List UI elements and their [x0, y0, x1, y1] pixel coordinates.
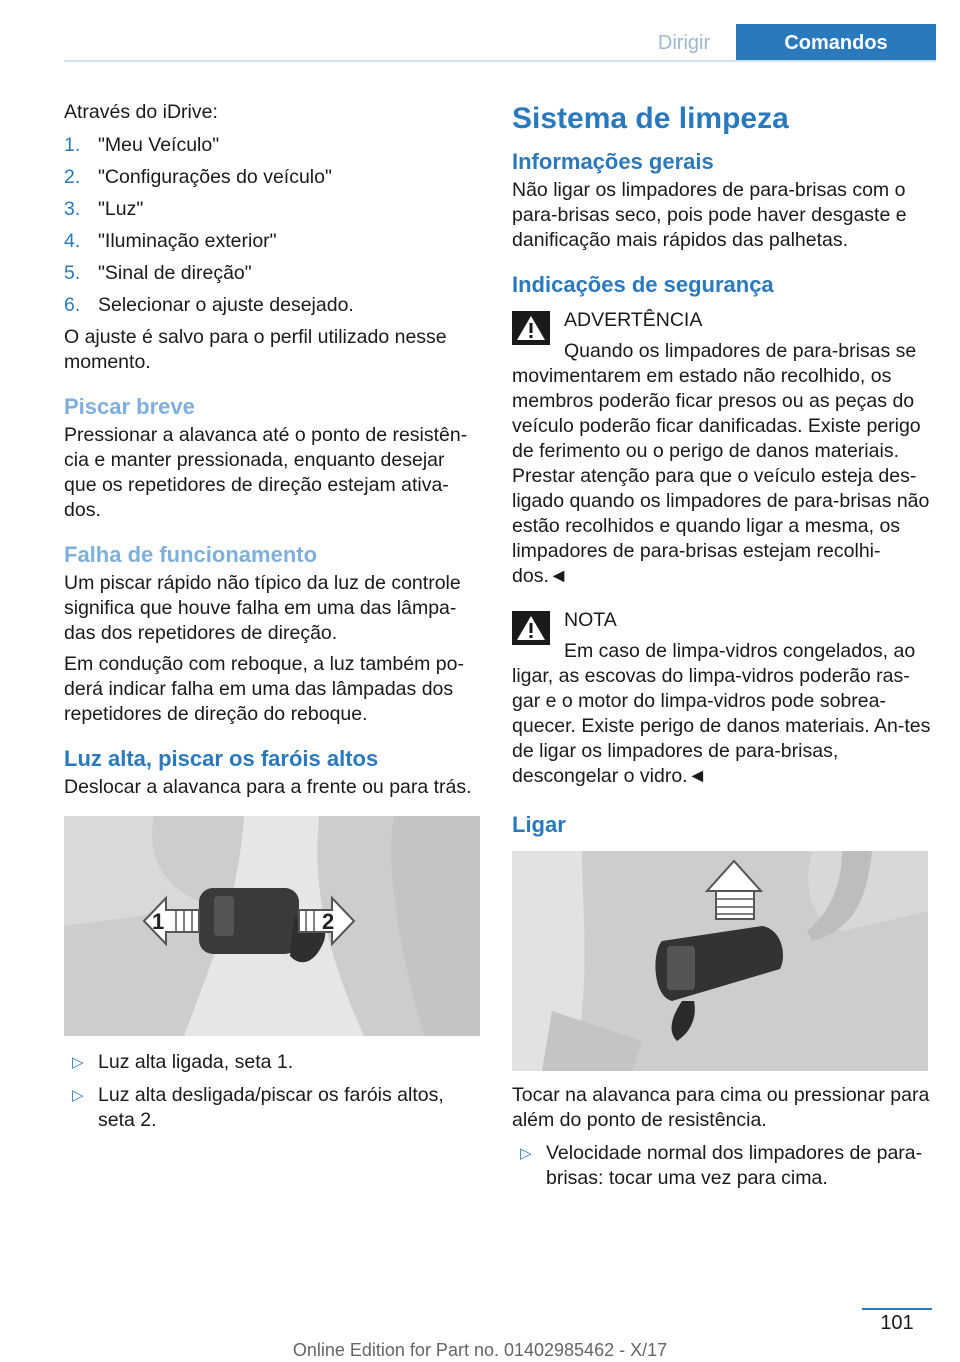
falha-text-2: Em condução com reboque, a luz também po-derá indicar falha em uma das lâmpadas dos repetidores de direção do reboque.: [64, 653, 464, 725]
wiper-lever-illustration: [512, 851, 928, 1071]
high-beam-lever-figure: [64, 816, 480, 1036]
triangle-bullet-icon: ▷: [520, 1145, 532, 1162]
step-number: 4.: [64, 230, 81, 252]
left-column: [64, 100, 482, 1141]
falha-text-1: Um piscar rápido não típico da luz de controle significa que houve falha em uma das lâmpa-das dos repetidores de direção.: [64, 572, 461, 644]
bullet-item: [512, 1141, 932, 1191]
step-item: [64, 225, 482, 257]
bullet-text: Luz alta ligada, seta 1.: [98, 1051, 294, 1073]
section-title: Sistema de limpeza: [512, 102, 789, 135]
piscar-text: Pressionar a alavanca até o ponto de resistên-cia e manter pressionada, enquanto desejar que os repetidores de direção estejam ativa-dos.: [64, 424, 468, 521]
header-chapter-tab: Comandos: [736, 24, 936, 62]
note-text-first: Em caso de limpa-vidros congelados, ao: [564, 640, 916, 662]
step-text: "Configurações do veículo": [98, 166, 332, 188]
right-column: [512, 100, 932, 1199]
step-number: 6.: [64, 294, 81, 316]
wiper-lever-figure: [512, 851, 928, 1071]
step-number: 1.: [64, 134, 81, 156]
step-text: "Luz": [98, 198, 144, 220]
step-number: 2.: [64, 166, 81, 188]
step-text: "Meu Veículo": [98, 134, 220, 156]
idrive-intro: Através do iDrive:: [64, 101, 218, 123]
warning-title: ADVERTÊNCIA: [564, 309, 703, 331]
step-number: 3.: [64, 198, 81, 220]
step-number: 5.: [64, 262, 81, 284]
luz-alta-heading: Luz alta, piscar os faróis altos: [64, 746, 379, 771]
step-item: [64, 257, 482, 289]
page-number: 101: [880, 1312, 914, 1334]
ligar-bullets: [512, 1141, 932, 1191]
step-text: "Sinal de direção": [98, 262, 252, 284]
info-text: Não ligar os limpadores de para-brisas com o para-brisas seco, pois pode haver desgaste e danificação mais rápidos das palhetas.: [512, 179, 907, 251]
safety-heading: Indicações de segurança: [512, 272, 774, 297]
note-triangle-icon: [512, 611, 550, 645]
bullet-text: Luz alta desligada/piscar os faróis altos, seta 2.: [98, 1084, 444, 1131]
note-block: [512, 605, 932, 789]
page-number-rule: [862, 1308, 932, 1310]
ligar-heading: Ligar: [512, 812, 566, 837]
falha-heading: Falha de funcionamento: [64, 542, 318, 567]
step-item: [64, 129, 482, 161]
arrow-label-2: 2: [322, 909, 335, 934]
triangle-bullet-icon: ▷: [72, 1054, 84, 1071]
note-title: NOTA: [564, 609, 617, 631]
step-item: [64, 193, 482, 225]
step-text: Selecionar o ajuste desejado.: [98, 294, 354, 316]
step-item: [64, 289, 482, 321]
triangle-bullet-icon: ▷: [72, 1087, 84, 1104]
warning-text-first: Quando os limpadores de para-brisas se: [564, 340, 917, 362]
arrow-label-1: 1: [152, 909, 165, 934]
warning-triangle-icon: [512, 311, 550, 345]
info-heading: Informações gerais: [512, 149, 714, 174]
header-section: Dirigir: [657, 32, 711, 54]
edition-note: Online Edition for Part no. 01402985462 - X/17: [292, 1340, 668, 1360]
high-beam-bullets: [64, 1050, 482, 1133]
idrive-steps-list: [64, 129, 482, 321]
note-text: ligar, as escovas do limpa-vidros poderão ras-gar e o motor do limpa-vidros pode sobrea-quecer. Existe perigo de danos materiais. An-tes de ligar os limpadores de para-brisas, descongelar o vidro.◄: [512, 665, 931, 787]
saved-note: O ajuste é salvo para o perfil utilizado nesse momento.: [64, 326, 447, 373]
luz-alta-text: Deslocar a alavanca para a frente ou para trás.: [64, 776, 472, 798]
bullet-item: [64, 1050, 482, 1075]
high-beam-lever-illustration: [64, 816, 480, 1036]
warning-block: [512, 305, 932, 589]
piscar-heading: Piscar breve: [64, 394, 195, 419]
warning-text: movimentarem em estado não recolhido, os membros poderão ficar presos ou as peças do veículo poderão ficar danificadas. Existe perigo de ferimento ou o perigo de danos materiais. Prestar atenção para que o veículo esteja des-ligado quando os limpadores de para-brisas não estão recolhidos e quando ligar a mesma, os limpadores de para-brisas estejam recolhi-dos.◄: [512, 365, 930, 587]
step-text: "Iluminação exterior": [98, 230, 277, 252]
bullet-text: Velocidade normal dos limpadores de para-brisas: tocar uma vez para cima.: [546, 1142, 923, 1189]
step-item: [64, 161, 482, 193]
ligar-text: Tocar na alavanca para cima ou pressionar para além do ponto de resistência.: [512, 1084, 930, 1131]
bullet-item: [64, 1083, 482, 1133]
header-divider: [64, 60, 936, 62]
